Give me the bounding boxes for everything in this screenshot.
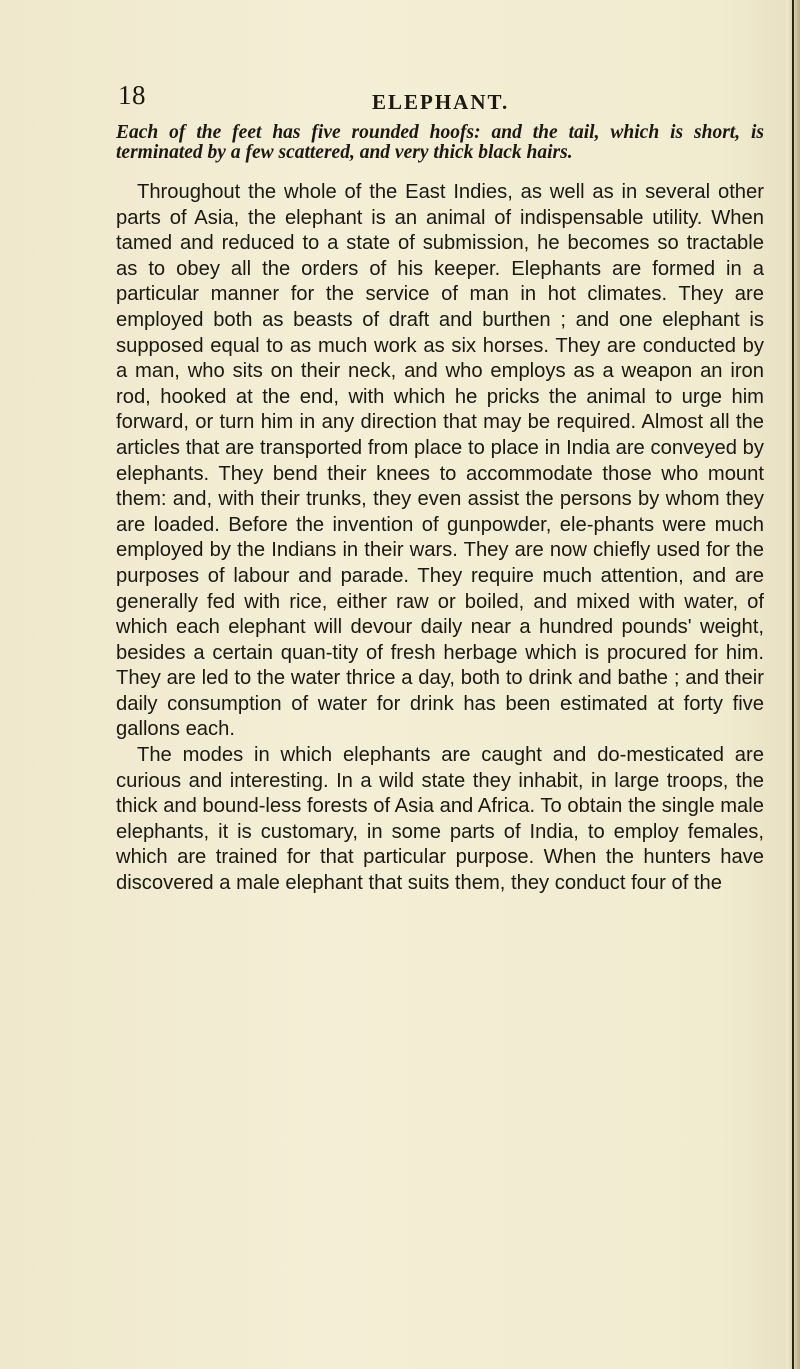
- body-text: [116, 123, 764, 897]
- page-number: 18: [118, 80, 146, 110]
- page-edge-rule: [792, 0, 794, 1369]
- running-head: ELEPHANT.: [372, 90, 510, 114]
- paragraph-2: The modes in which elephants are caught and do-mesticated are curious and interesting. In a wild state they inhabit, in large troops, the thick and bound-less forests of Asia and Africa. To obtain the single male elephants, it is customary, in some parts of India, to employ females, which are trained for that particular purpose. When the hunters have discovered a male elephant that suits them, they conduct four of the: [116, 744, 764, 895]
- illustration-caption: Each of the feet has five rounded hoofs: and the tail, which is short, is terminated by a few scattered, and very thick black hairs.: [116, 122, 764, 163]
- paragraph-1: Throughout the whole of the East Indies, as well as in several other parts of Asia, the elephant is an animal of indispensable utility. When tamed and reduced to a state of submission, he becomes so tractable as to obey all the orders of his keeper. Elephants are formed in a particular manner for the service of man in hot climates. They are employed both as beasts of draft and burthen ; and one elephant is supposed equal to as much work as six horses. They are conducted by a man, who sits on their neck, and who employs as a weapon an iron rod, hooked at the end, with which he pricks the animal to urge him forward, or turn him in any direction that may be required. Almost all the articles that are transported from place to place in India are conveyed by elephants. They bend their knees to accommodate those who mount them: and, with their trunks, they even assist the persons by whom they are loaded. Before the invention of gunpowder, ele-phants were much employed by the Indians in their wars. They are now chiefly used for the purposes of labour and parade. They require much attention, and are generally fed with rice, either raw or boiled, and mixed with water, of which each elephant will devour daily near a hundred pounds' weight, besides a certain quan-tity of fresh herbage which is procured for him. They are led to the water thrice a day, both to drink and bathe ; and their daily consumption of water for drink has been estimated at forty five gallons each.: [116, 181, 764, 741]
